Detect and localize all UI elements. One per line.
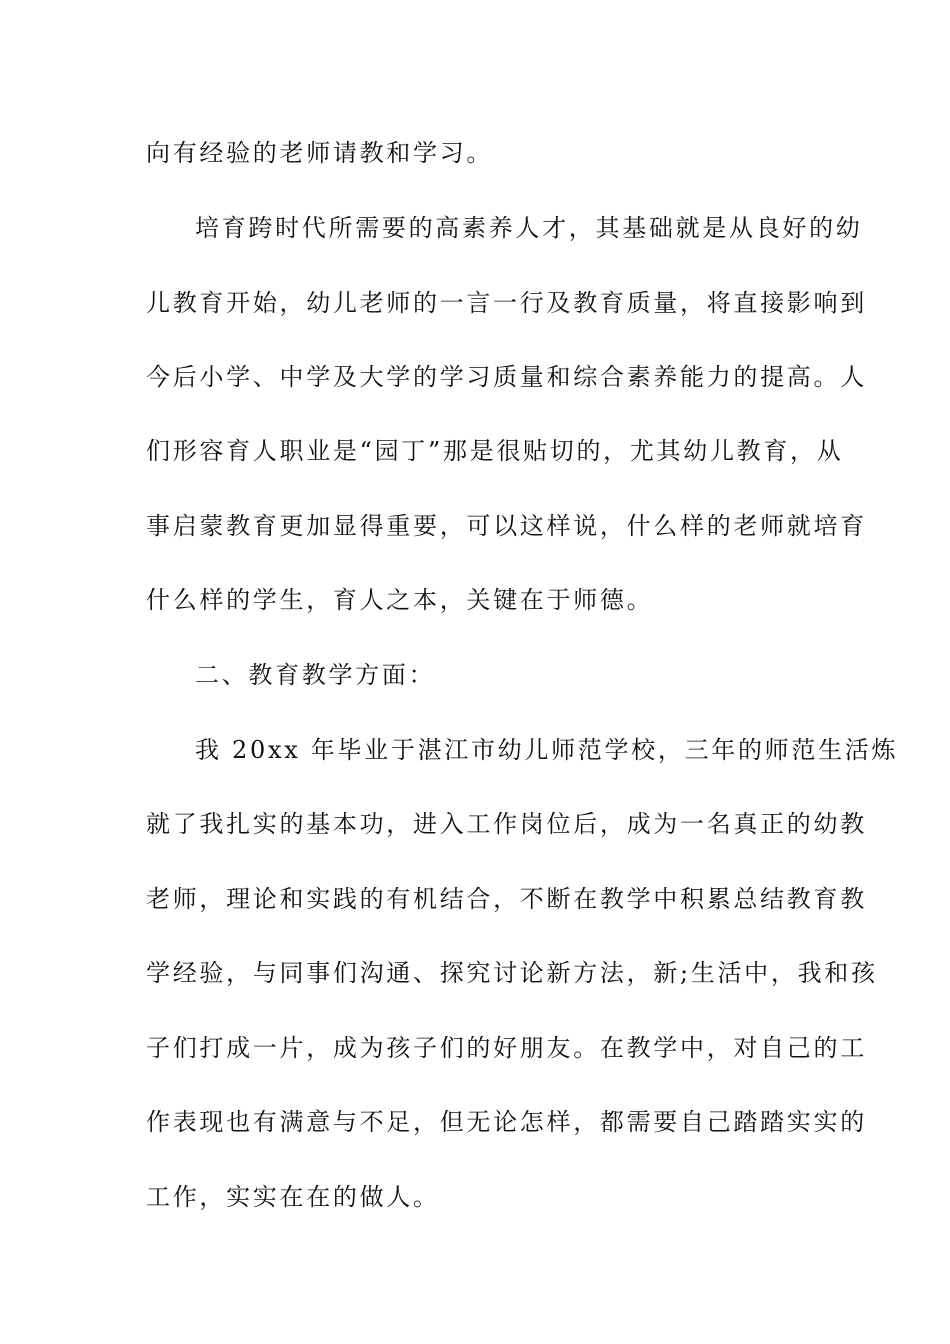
text-line: 向有经验的老师请教和学习。 bbox=[146, 139, 494, 167]
paragraph-first-line: 我 20xx 年毕业于湛江市幼儿师范学校，三年的师范生活炼 bbox=[195, 736, 899, 764]
paragraph-first-line: 培育跨时代所需要的高素养人才，其基础就是从良好的幼 bbox=[195, 214, 863, 242]
section-heading: 二、教育教学方面： bbox=[195, 661, 436, 689]
text-line: 子们打成一片，成为孩子们的好朋友。在教学中，对自己的工 bbox=[146, 1034, 867, 1062]
text-line: 老师，理论和实践的有机结合，不断在教学中积累总结教育教 bbox=[146, 885, 867, 913]
text-line: 们形容育人职业是“园丁”那是很贴切的，尤其幼儿教育，从 bbox=[146, 437, 844, 465]
text-line: 作表现也有满意与不足，但无论怎样，都需要自己踏踏实实的 bbox=[146, 1108, 867, 1136]
text-line: 工作，实实在在的做人。 bbox=[146, 1183, 440, 1211]
text-line: 事启蒙教育更加显得重要，可以这样说，什么样的老师就培育 bbox=[146, 512, 867, 540]
text-line: 学经验，与同事们沟通、探究讨论新方法，新;生活中，我和孩 bbox=[146, 959, 878, 987]
text-line: 今后小学、中学及大学的学习质量和综合素养能力的提高。人 bbox=[146, 363, 867, 391]
text-line: 儿教育开始，幼儿老师的一言一行及教育质量，将直接影响到 bbox=[146, 289, 867, 317]
text-line: 什么样的学生，育人之本，关键在于师德。 bbox=[146, 586, 654, 614]
text-line: 就了我扎实的基本功，进入工作岗位后，成为一名真正的幼教 bbox=[146, 810, 867, 838]
